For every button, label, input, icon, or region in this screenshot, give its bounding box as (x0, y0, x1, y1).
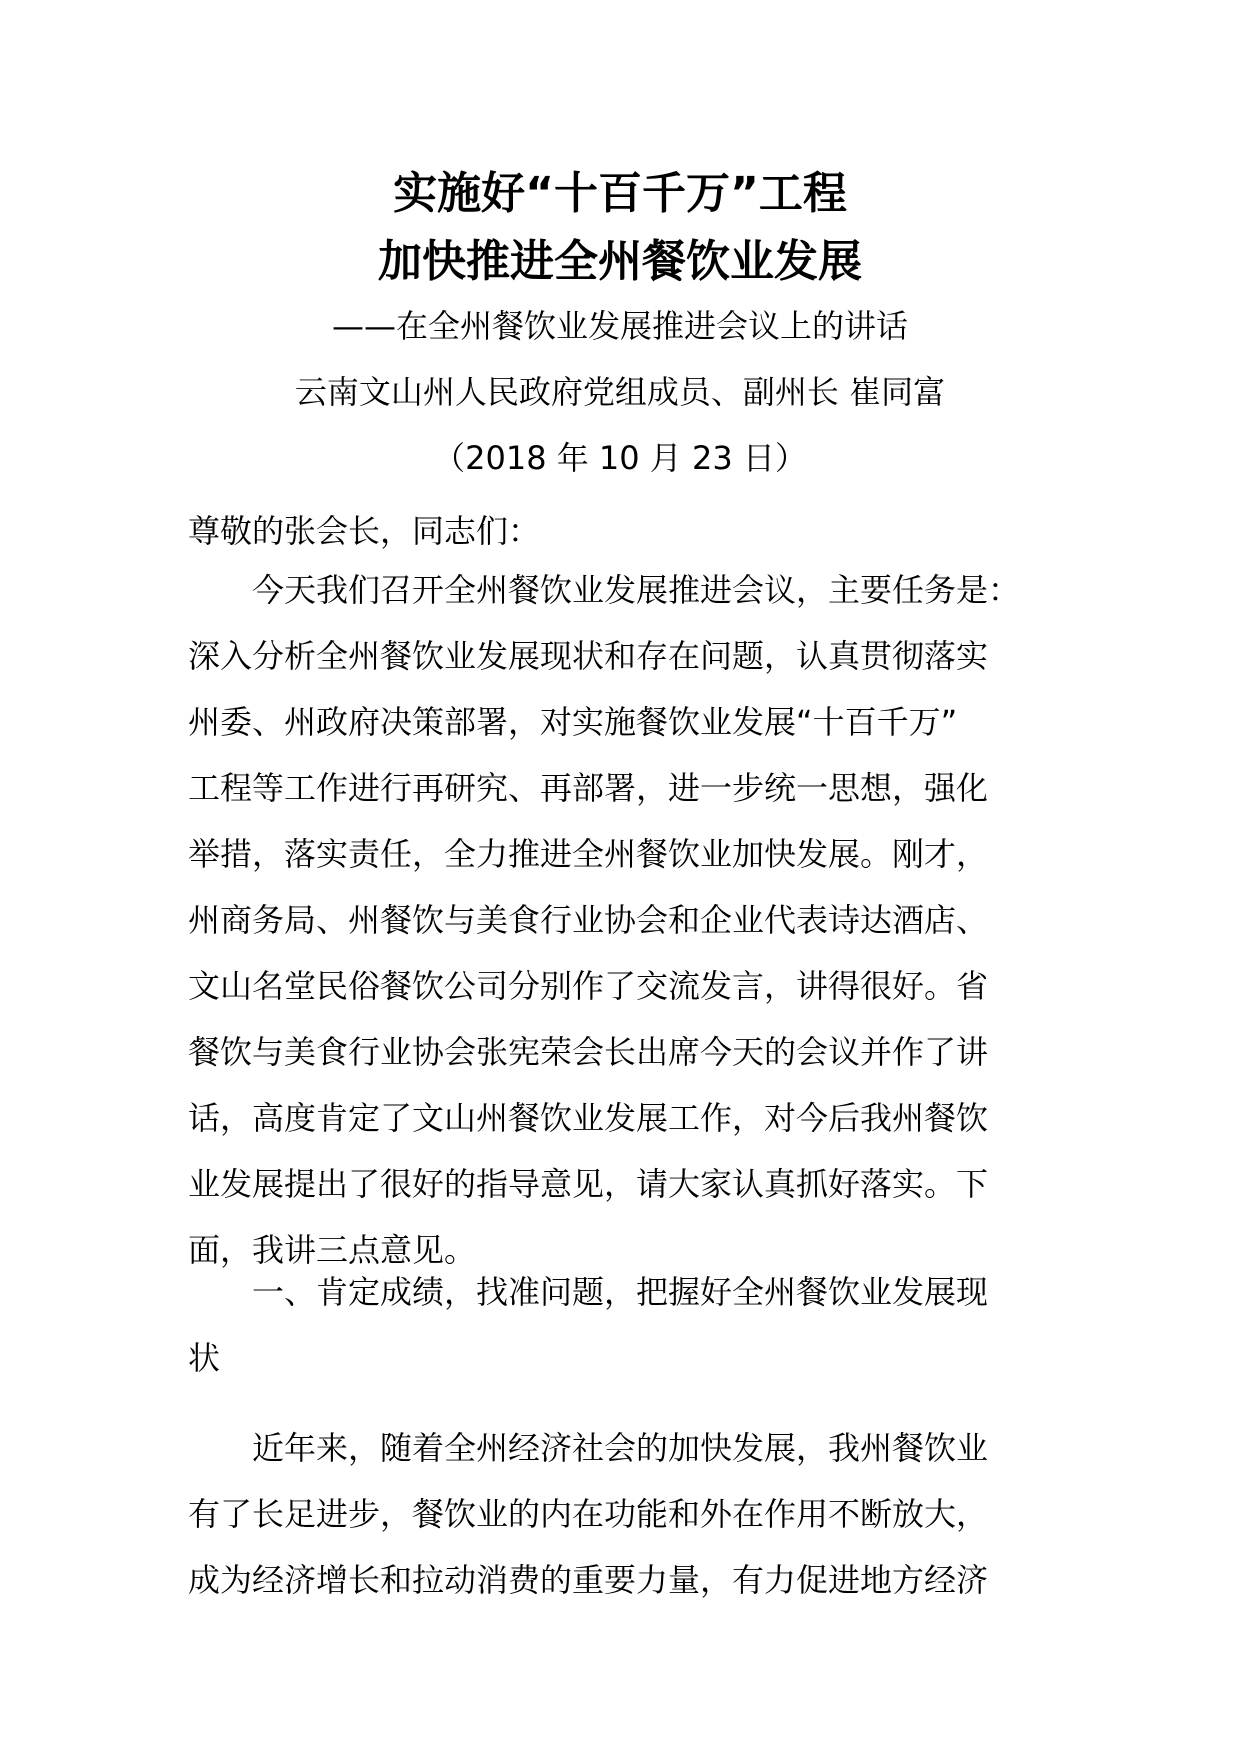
paragraph-line: 有了长足进步，餐饮业的内在功能和外在作用不断放大， (188, 1495, 989, 1533)
paragraph-2 (188, 1415, 1088, 1613)
greeting: 尊敬的张会长，同志们： (188, 512, 541, 550)
paragraph-line: 深入分析全州餐饮业发展现状和存在问题，认真贯彻落实 (188, 637, 989, 675)
paragraph-line: 面，我讲三点意见。 (188, 1231, 477, 1269)
speech-date: （2018 年 10 月 23 日） (433, 439, 807, 477)
paragraph-line: 餐饮与美食行业协会张宪荣会长出席今天的会议并作了讲 (188, 1033, 989, 1071)
document-subtitle: ——在全州餐饮业发展推进会议上的讲话 (331, 307, 908, 345)
document-title-line-1: 实施好“十百千万”工程 (393, 168, 847, 219)
paragraph-line: 文山名堂民俗餐饮公司分别作了交流发言，讲得很好。省 (188, 967, 989, 1005)
speaker-line: 云南文山州人民政府党组成员、副州长 崔同富 (294, 373, 946, 411)
paragraph-line: 成为经济增长和拉动消费的重要力量，有力促进地方经济 (188, 1561, 989, 1599)
paragraph-line: 工程等工作进行再研究、再部署，进一步统一思想，强化 (188, 769, 989, 807)
paragraph-line: 今天我们召开全州餐饮业发展推进会议，主要任务是： (188, 571, 1021, 609)
heading-line: 状 (188, 1339, 221, 1377)
paragraph-line: 州委、州政府决策部署，对实施餐饮业发展“十百千万” (188, 703, 958, 741)
paragraph-line: 举措，落实责任，全力推进全州餐饮业加快发展。刚才， (188, 835, 989, 873)
paragraph-line: 业发展提出了很好的指导意见，请大家认真抓好落实。下 (188, 1165, 989, 1203)
paragraph-1 (188, 557, 1088, 1283)
heading-line: 一、肯定成绩，找准问题，把握好全州餐饮业发展现 (188, 1273, 989, 1311)
section-heading-1 (188, 1259, 1088, 1391)
document-title-line-2: 加快推进全州餐饮业发展 (378, 236, 862, 287)
paragraph-line: 话，高度肯定了文山州餐饮业发展工作，对今后我州餐饮 (188, 1099, 989, 1137)
paragraph-line: 近年来，随着全州经济社会的加快发展，我州餐饮业 (188, 1429, 989, 1467)
paragraph-line: 州商务局、州餐饮与美食行业协会和企业代表诗达酒店、 (188, 901, 989, 939)
